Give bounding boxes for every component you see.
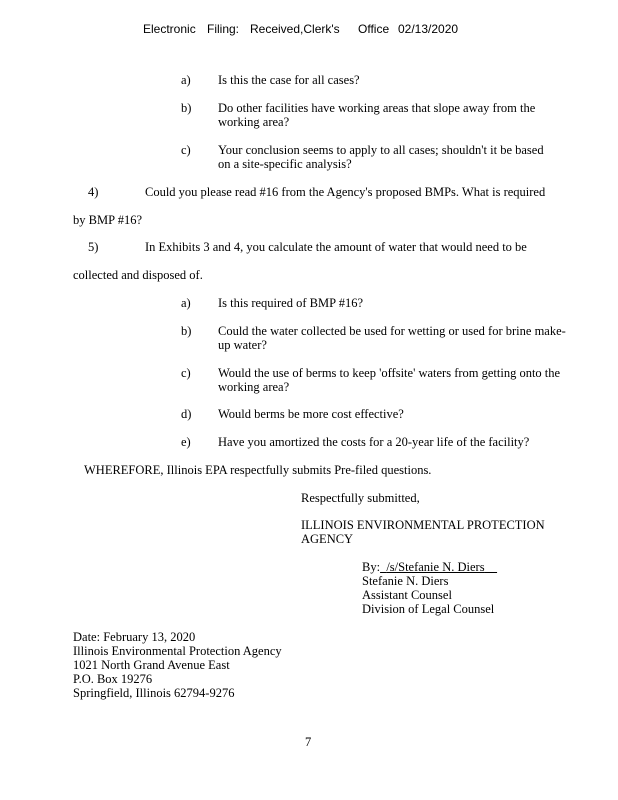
address-org: Illinois Environmental Protection Agency xyxy=(73,644,282,658)
q3a-text: Is this the case for all cases? xyxy=(218,73,360,87)
q3b-letter: b) xyxy=(181,101,192,115)
header-received: Received,Clerk's xyxy=(250,22,340,36)
q3c-letter: c) xyxy=(181,143,191,157)
header-electronic: Electronic xyxy=(143,22,196,36)
q5-line2: collected and disposed of. xyxy=(73,268,203,282)
signature-text: /s/Stefanie N. Diers xyxy=(386,560,485,574)
q4-line2: by BMP #16? xyxy=(73,213,142,227)
q5b-text: Could the water collected be used for wetting or used for brine make-up water? xyxy=(218,324,566,352)
signer-division: Division of Legal Counsel xyxy=(362,602,495,616)
q3c-text: Your conclusion seems to apply to all cases; shouldn't it be based on a site-specific analysis? xyxy=(218,143,544,171)
q4-line1: Could you please read #16 from the Agency's proposed BMPs. What is required xyxy=(145,185,546,199)
q5b-letter: b) xyxy=(181,324,192,338)
signature-by-label: By: xyxy=(362,560,381,574)
q5a-letter: a) xyxy=(181,296,191,310)
address-city: Springfield, Illinois 62794-9276 xyxy=(73,686,235,700)
closing-respectfully: Respectfully submitted, xyxy=(301,491,420,505)
header-date: 02/13/2020 xyxy=(398,22,459,36)
q4-number: 4) xyxy=(88,185,99,199)
q5e-text: Have you amortized the costs for a 20-year life of the facility? xyxy=(218,435,530,449)
q5c-letter: c) xyxy=(181,366,191,380)
q3b-text: Do other facilities have working areas that slope away from the working area? xyxy=(218,101,536,129)
q5c-text: Would the use of berms to keep 'offsite' waters from getting onto the working area? xyxy=(218,366,561,394)
signature-line xyxy=(362,560,497,574)
address-date: Date: February 13, 2020 xyxy=(73,630,196,644)
page-number: 7 xyxy=(305,735,312,749)
closing-agency-line2: AGENCY xyxy=(301,532,354,546)
q5-number: 5) xyxy=(88,240,99,254)
signature-underlined xyxy=(380,560,497,574)
q5a-text: Is this required of BMP #16? xyxy=(218,296,364,310)
q5e-letter: e) xyxy=(181,435,191,449)
closing-agency-line1: ILLINOIS ENVIRONMENTAL PROTECTION xyxy=(301,518,545,532)
address-street: 1021 North Grand Avenue East xyxy=(73,658,230,672)
q5d-text: Would berms be more cost effective? xyxy=(218,407,404,421)
header-office: Office xyxy=(358,22,390,36)
q5d-letter: d) xyxy=(181,407,192,421)
q3a-letter: a) xyxy=(181,73,191,87)
wherefore-clause: WHEREFORE, Illinois EPA respectfully submits Pre-filed questions. xyxy=(84,463,432,477)
address-pobox: P.O. Box 19276 xyxy=(73,672,153,686)
q5-line1: In Exhibits 3 and 4, you calculate the amount of water that would need to be xyxy=(145,240,527,254)
signer-name: Stefanie N. Diers xyxy=(362,574,449,588)
signer-title: Assistant Counsel xyxy=(362,588,452,602)
header-filing: Filing: xyxy=(207,22,240,36)
